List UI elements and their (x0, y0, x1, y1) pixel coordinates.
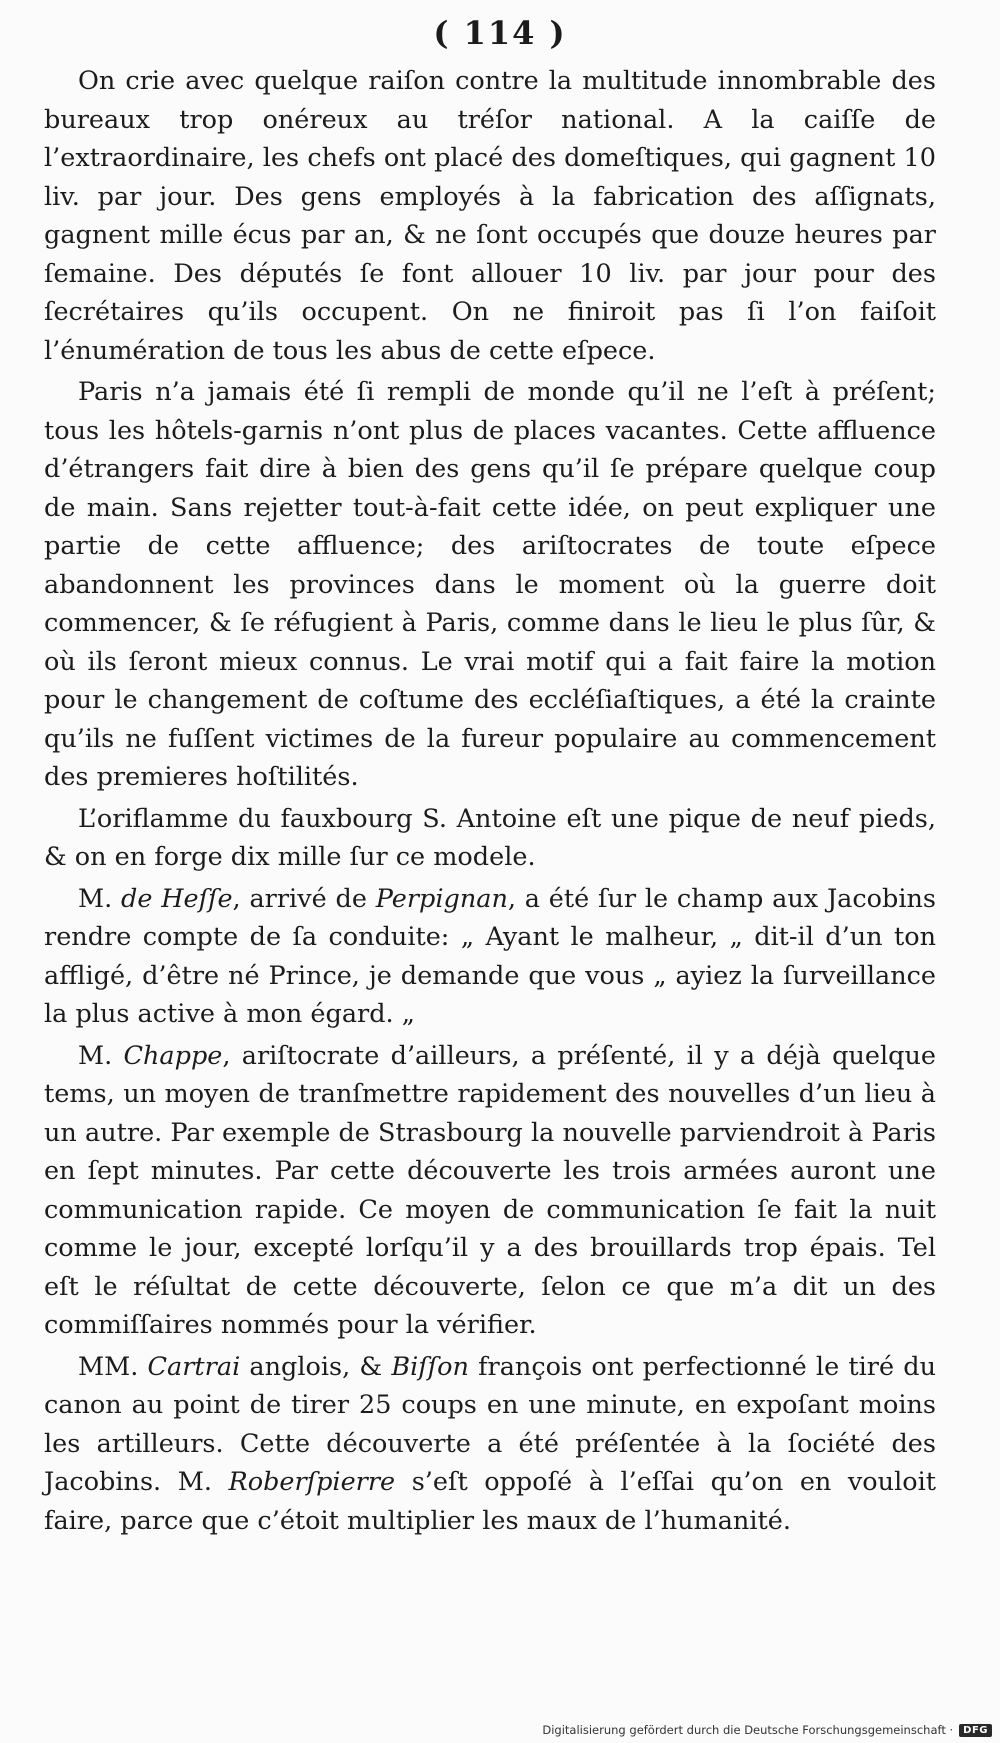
italic-name: Roberſpierre (228, 1467, 396, 1497)
text-run: s’eſt oppoſé à l’eſſai qu’on en vouloit faire, parce que c’étoit multiplier les maux de l’humanité. (44, 1467, 936, 1536)
text-run: M. (78, 1040, 124, 1071)
paragraph (44, 800, 936, 877)
footer-credit: Digitalisierung gefördert durch die Deutsche Forschungsgemeinschaft · (542, 1723, 954, 1737)
page-number: ( 114 ) (433, 14, 567, 52)
paragraph (44, 1348, 936, 1541)
text-run: On crie avec quelque raiſon contre la multitude innombrable des bureaux trop onéreux au tréſor national. A la caiſſe de l’extraordinaire, les chefs ont placé des domeſtiques, qui gagnent 10 liv. par jour. Des gens employés à la fabrication des aſſignats, gagnent mille écus par an, & ne ſont occupés que douze heures par ſemaine. Des députés ſe font allouer 10 liv. par jour pour des ſecrétaires qu’ils occupent. On ne finiroit pas ſi l’on faiſoit l’énumération de tous les abus de cette eſpece. (44, 66, 936, 366)
italic-name: Perpignan (375, 883, 508, 914)
paragraph (44, 1037, 936, 1345)
text-run: MM. (78, 1351, 148, 1382)
text-run: , ariſtocrate d’ailleurs, a préſenté, il y a déjà quelque tems, un moyen de tranſmettre rapidement des nouvelles d’un lieu à un autre. Par exemple de Strasbourg la nouvelle parviendroit à Paris en ſept minutes. Par cette découverte les trois armées auront une communication rapide. Ce moyen de communication ſe fait la nuit comme le jour, excepté lorſqu’il y a des brouillards trop épais. Tel eſt le réſultat de cette découverte, ſelon ce que m’a dit un des commiſſaires nommés pour la vérifier. (44, 1040, 936, 1340)
text-run: , a été ſur le champ aux Jacobins rendre compte de ſa conduite: „ Ayant le malheur, „ dit-il d’un ton affligé, d’être né Prince, je demande que vous „ ayiez la ſurveillance la plus active à mon égard. „ (44, 883, 936, 1029)
italic-name: Cartrai (147, 1351, 241, 1382)
italic-name: Biſſon (391, 1351, 469, 1382)
paragraph (44, 373, 936, 797)
body-text (44, 62, 936, 1540)
text-run: , arrivé de (232, 883, 376, 914)
dfg-logo: DFG (959, 1724, 992, 1737)
italic-name: de Heſſe (121, 883, 233, 914)
text-run: M. (78, 883, 122, 914)
italic-name: Chappe (123, 1040, 223, 1071)
paragraph (44, 62, 936, 370)
paragraph (44, 880, 936, 1034)
text-run: L’oriflamme du fauxbourg S. Antoine eſt une pique de neuf pieds, & on en forge dix mille ſur ce modele. (44, 803, 936, 872)
text-run: françois ont perfectionné le tiré du canon au point de tirer 25 coups en une minute, en expoſant moins les artilleurs. Cette découverte a été préſentée à la ſociété des Jacobins. M. (44, 1351, 936, 1497)
digitization-footer (542, 1723, 992, 1737)
text-run: Paris n’a jamais été ſi rempli de monde qu’il ne l’eſt à préſent; tous les hôtels-garnis n’ont plus de places vacantes. Cette affluence d’étrangers fait dire à bien des gens qu’il ſe prépare quelque coup de main. Sans rejetter tout-à-fait cette idée, on peut expliquer une partie de cette affluence; des ariſtocrates de toute eſpece abandonnent les provinces dans le moment où la guerre doit commencer, & ſe réfugient à Paris, comme dans le lieu le plus ſûr, & où ils ſeront mieux connus. Le vrai motif qui a fait faire la motion pour le changement de coſtume des eccléſiaſtiques, a été la crainte qu’ils ne fuſſent victimes de la fureur populaire au commencement des premieres hoſtilités. (44, 377, 936, 792)
text-run: anglois, & (240, 1351, 392, 1382)
